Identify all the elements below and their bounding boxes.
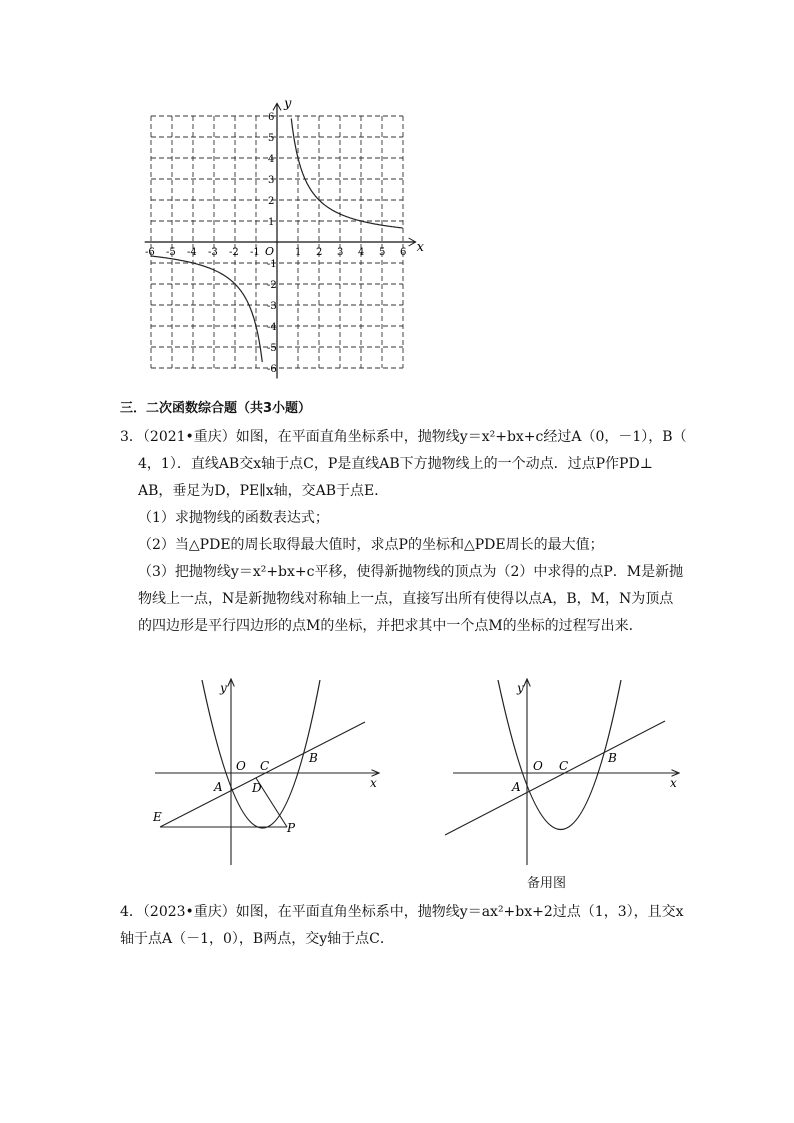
problem-3-line-2: 4，1）．直线AB交x轴于点C，P是直线AB下方抛物线上的一个动点．过点P作PD⊥ xyxy=(138,456,653,472)
label-b: B xyxy=(608,751,617,765)
problem-4 xyxy=(120,899,684,953)
parabola-figure-main xyxy=(150,675,390,865)
label-y: y xyxy=(220,681,227,695)
y-tick-label: -1 xyxy=(267,259,277,270)
x-tick-label: 3 xyxy=(337,247,344,258)
problem-3-question-3a: （3）把抛物线y＝x²+bx+c平移，使得新抛物线的顶点为（2）中求得的点P．M是新抛 xyxy=(138,564,684,580)
label-a: A xyxy=(512,780,521,794)
x-axis-label: x xyxy=(416,240,424,255)
problem-3-question-1: （1）求抛物线的函数表达式； xyxy=(138,510,329,526)
label-c: C xyxy=(260,759,270,773)
hyperbola-graph xyxy=(130,95,430,380)
origin-label: O xyxy=(265,245,275,258)
y-tick-label: -4 xyxy=(267,322,277,333)
x-tick-label: -6 xyxy=(145,247,155,258)
y-axis-label: y xyxy=(284,96,292,112)
x-tick-label: 1 xyxy=(295,247,302,258)
x-tick-label: -2 xyxy=(229,247,239,258)
y-tick-label: 6 xyxy=(268,112,275,123)
x-tick-label: 4 xyxy=(358,247,365,258)
problem-4-line-1: 4．（2023•重庆）如图，在平面直角坐标系中，抛物线y＝ax²+bx+2过点（1，3），且交x xyxy=(120,904,684,920)
parabola xyxy=(498,680,621,830)
label-x: x xyxy=(370,776,377,790)
problem-3-question-3c: 的四边形是平行四边形的点M的坐标，并把求其中一个点M的坐标的过程写出来． xyxy=(138,618,643,634)
problem-3-line-3: AB，垂足为D，PE∥x轴，交AB于点E． xyxy=(138,483,389,499)
label-c: C xyxy=(559,759,569,773)
hyperbola-branch-q1 xyxy=(291,119,402,229)
label-o: O xyxy=(533,759,543,773)
y-tick-label: -6 xyxy=(267,364,277,375)
y-tick-label: 4 xyxy=(268,154,275,165)
y-tick-label: -5 xyxy=(267,343,277,354)
label-b: B xyxy=(309,751,318,765)
parabola-figure-spare xyxy=(443,675,688,870)
label-a: A xyxy=(214,780,223,794)
y-tick-label: 2 xyxy=(268,196,275,207)
x-tick-label: -1 xyxy=(250,247,260,258)
label-d: D xyxy=(252,781,262,795)
problem-3-question-3b: 物线上一点，N是新抛物线对称轴上一点，直接写出所有使得以点A，B，M，N为顶点 xyxy=(138,591,674,607)
y-tick-label: 3 xyxy=(268,175,275,186)
problem-3 xyxy=(120,424,687,640)
label-y: y xyxy=(517,681,524,695)
x-tick-label: -4 xyxy=(187,247,197,258)
spare-figure-caption: 备用图 xyxy=(527,876,567,891)
hyperbola-branch-q3 xyxy=(151,256,262,362)
label-o: O xyxy=(236,759,246,773)
y-tick-label: 1 xyxy=(268,217,275,228)
problem-3-line-1: 3．（2021•重庆）如图，在平面直角坐标系中，抛物线y＝x²+bx+c经过A（0，－1），B（ xyxy=(120,429,687,445)
y-tick-label: -2 xyxy=(267,280,277,291)
label-x: x xyxy=(670,776,677,790)
x-tick-label: -5 xyxy=(166,247,176,258)
line-ab xyxy=(160,722,365,827)
x-tick-label: 5 xyxy=(379,247,386,258)
x-tick-label: 2 xyxy=(316,247,323,258)
line-ab xyxy=(445,721,665,835)
section-title: 三．二次函数综合题（共3小题） xyxy=(120,401,312,416)
problem-3-question-2: （2）当△PDE的周长取得最大值时，求点P的坐标和△PDE周长的最大值； xyxy=(138,537,604,553)
problem-4-line-2: 轴于点A（－1，0），B两点，交y轴于点C． xyxy=(120,931,394,947)
label-e: E xyxy=(153,810,162,824)
y-tick-label: -3 xyxy=(267,301,277,312)
x-tick-label: -3 xyxy=(208,247,218,258)
label-p: P xyxy=(287,821,296,835)
y-tick-label: 5 xyxy=(268,133,275,144)
x-tick-label: 6 xyxy=(400,247,407,258)
